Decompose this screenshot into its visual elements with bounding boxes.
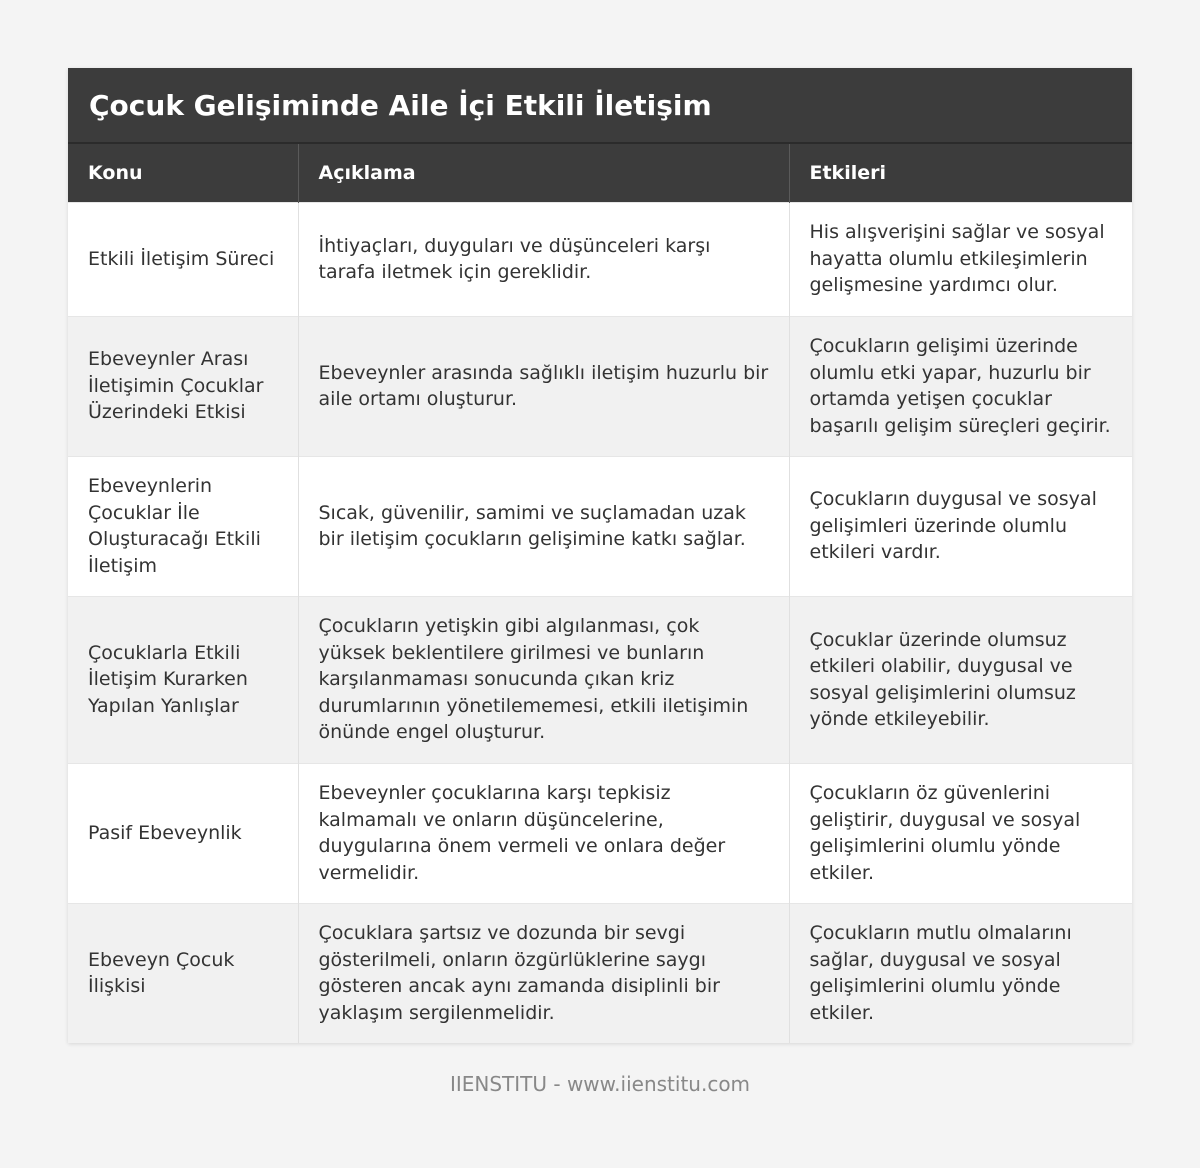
cell-etkileri: Çocukların öz güvenlerini geliştirir, duygusal ve sosyal gelişimlerini olumlu yönde etkiler.: [789, 763, 1132, 903]
table-title: Çocuk Gelişiminde Aile İçi Etkili İletişim: [68, 68, 1132, 144]
cell-etkileri: Çocukların duygusal ve sosyal gelişimleri üzerinde olumlu etkileri vardır.: [789, 456, 1132, 596]
cell-konu: Çocuklarla Etkili İletişim Kurarken Yapılan Yanlışlar: [68, 596, 298, 763]
cell-konu: Ebeveyn Çocuk İlişkisi: [68, 903, 298, 1043]
cell-etkileri: Çocuklar üzerinde olumsuz etkileri olabilir, duygusal ve sosyal gelişimlerini olumsuz yönde etkileyebilir.: [789, 596, 1132, 763]
footer-credit: IIENSTITU - www.iienstitu.com: [449, 1072, 751, 1096]
cell-aciklama: İhtiyaçları, duyguları ve düşünceleri karşı tarafa iletmek için gereklidir.: [298, 202, 789, 316]
cell-konu: Ebeveynler Arası İletişimin Çocuklar Üzerindeki Etkisi: [68, 316, 298, 456]
cell-konu: Pasif Ebeveynlik: [68, 763, 298, 903]
cell-etkileri: His alışverişini sağlar ve sosyal hayatta olumlu etkileşimlerin gelişmesine yardımcı olur.: [789, 202, 1132, 316]
table-row: [68, 316, 1132, 456]
header-row: [68, 144, 1132, 202]
table-row: [68, 456, 1132, 596]
column-header-konu: Konu: [68, 144, 298, 202]
cell-konu: Etkili İletişim Süreci: [68, 202, 298, 316]
table-row: [68, 596, 1132, 763]
cell-etkileri: Çocukların mutlu olmalarını sağlar, duygusal ve sosyal gelişimlerini olumlu yönde etkiler.: [789, 903, 1132, 1043]
cell-aciklama: Ebeveynler arasında sağlıklı iletişim huzurlu bir aile ortamı oluşturur.: [298, 316, 789, 456]
cell-aciklama: Ebeveynler çocuklarına karşı tepkisiz kalmamalı ve onların düşüncelerine, duygularına önem vermeli ve onlara değer vermelidir.: [298, 763, 789, 903]
cell-etkileri: Çocukların gelişimi üzerinde olumlu etki yapar, huzurlu bir ortamda yetişen çocuklar başarılı gelişim süreçleri geçirir.: [789, 316, 1132, 456]
column-header-aciklama: Açıklama: [298, 144, 789, 202]
data-table: [68, 144, 1132, 1043]
table-row: [68, 763, 1132, 903]
column-header-etkileri: Etkileri: [789, 144, 1132, 202]
table-row: [68, 202, 1132, 316]
cell-aciklama: Sıcak, güvenilir, samimi ve suçlamadan uzak bir iletişim çocukların gelişimine katkı sağlar.: [298, 456, 789, 596]
cell-konu: Ebeveynlerin Çocuklar İle Oluşturacağı Etkili İletişim: [68, 456, 298, 596]
cell-aciklama: Çocuklara şartsız ve dozunda bir sevgi gösterilmeli, onların özgürlüklerine saygı gösteren ancak aynı zamanda disiplinli bir yaklaşım sergilenmelidir.: [298, 903, 789, 1043]
table-row: [68, 903, 1132, 1043]
cell-aciklama: Çocukların yetişkin gibi algılanması, çok yüksek beklentilere girilmesi ve bunların karşılanmaması sonucunda çıkan kriz durumlarının yönetilememesi, etkili iletişimin önünde engel oluşturur.: [298, 596, 789, 763]
table-card: [68, 68, 1132, 1043]
